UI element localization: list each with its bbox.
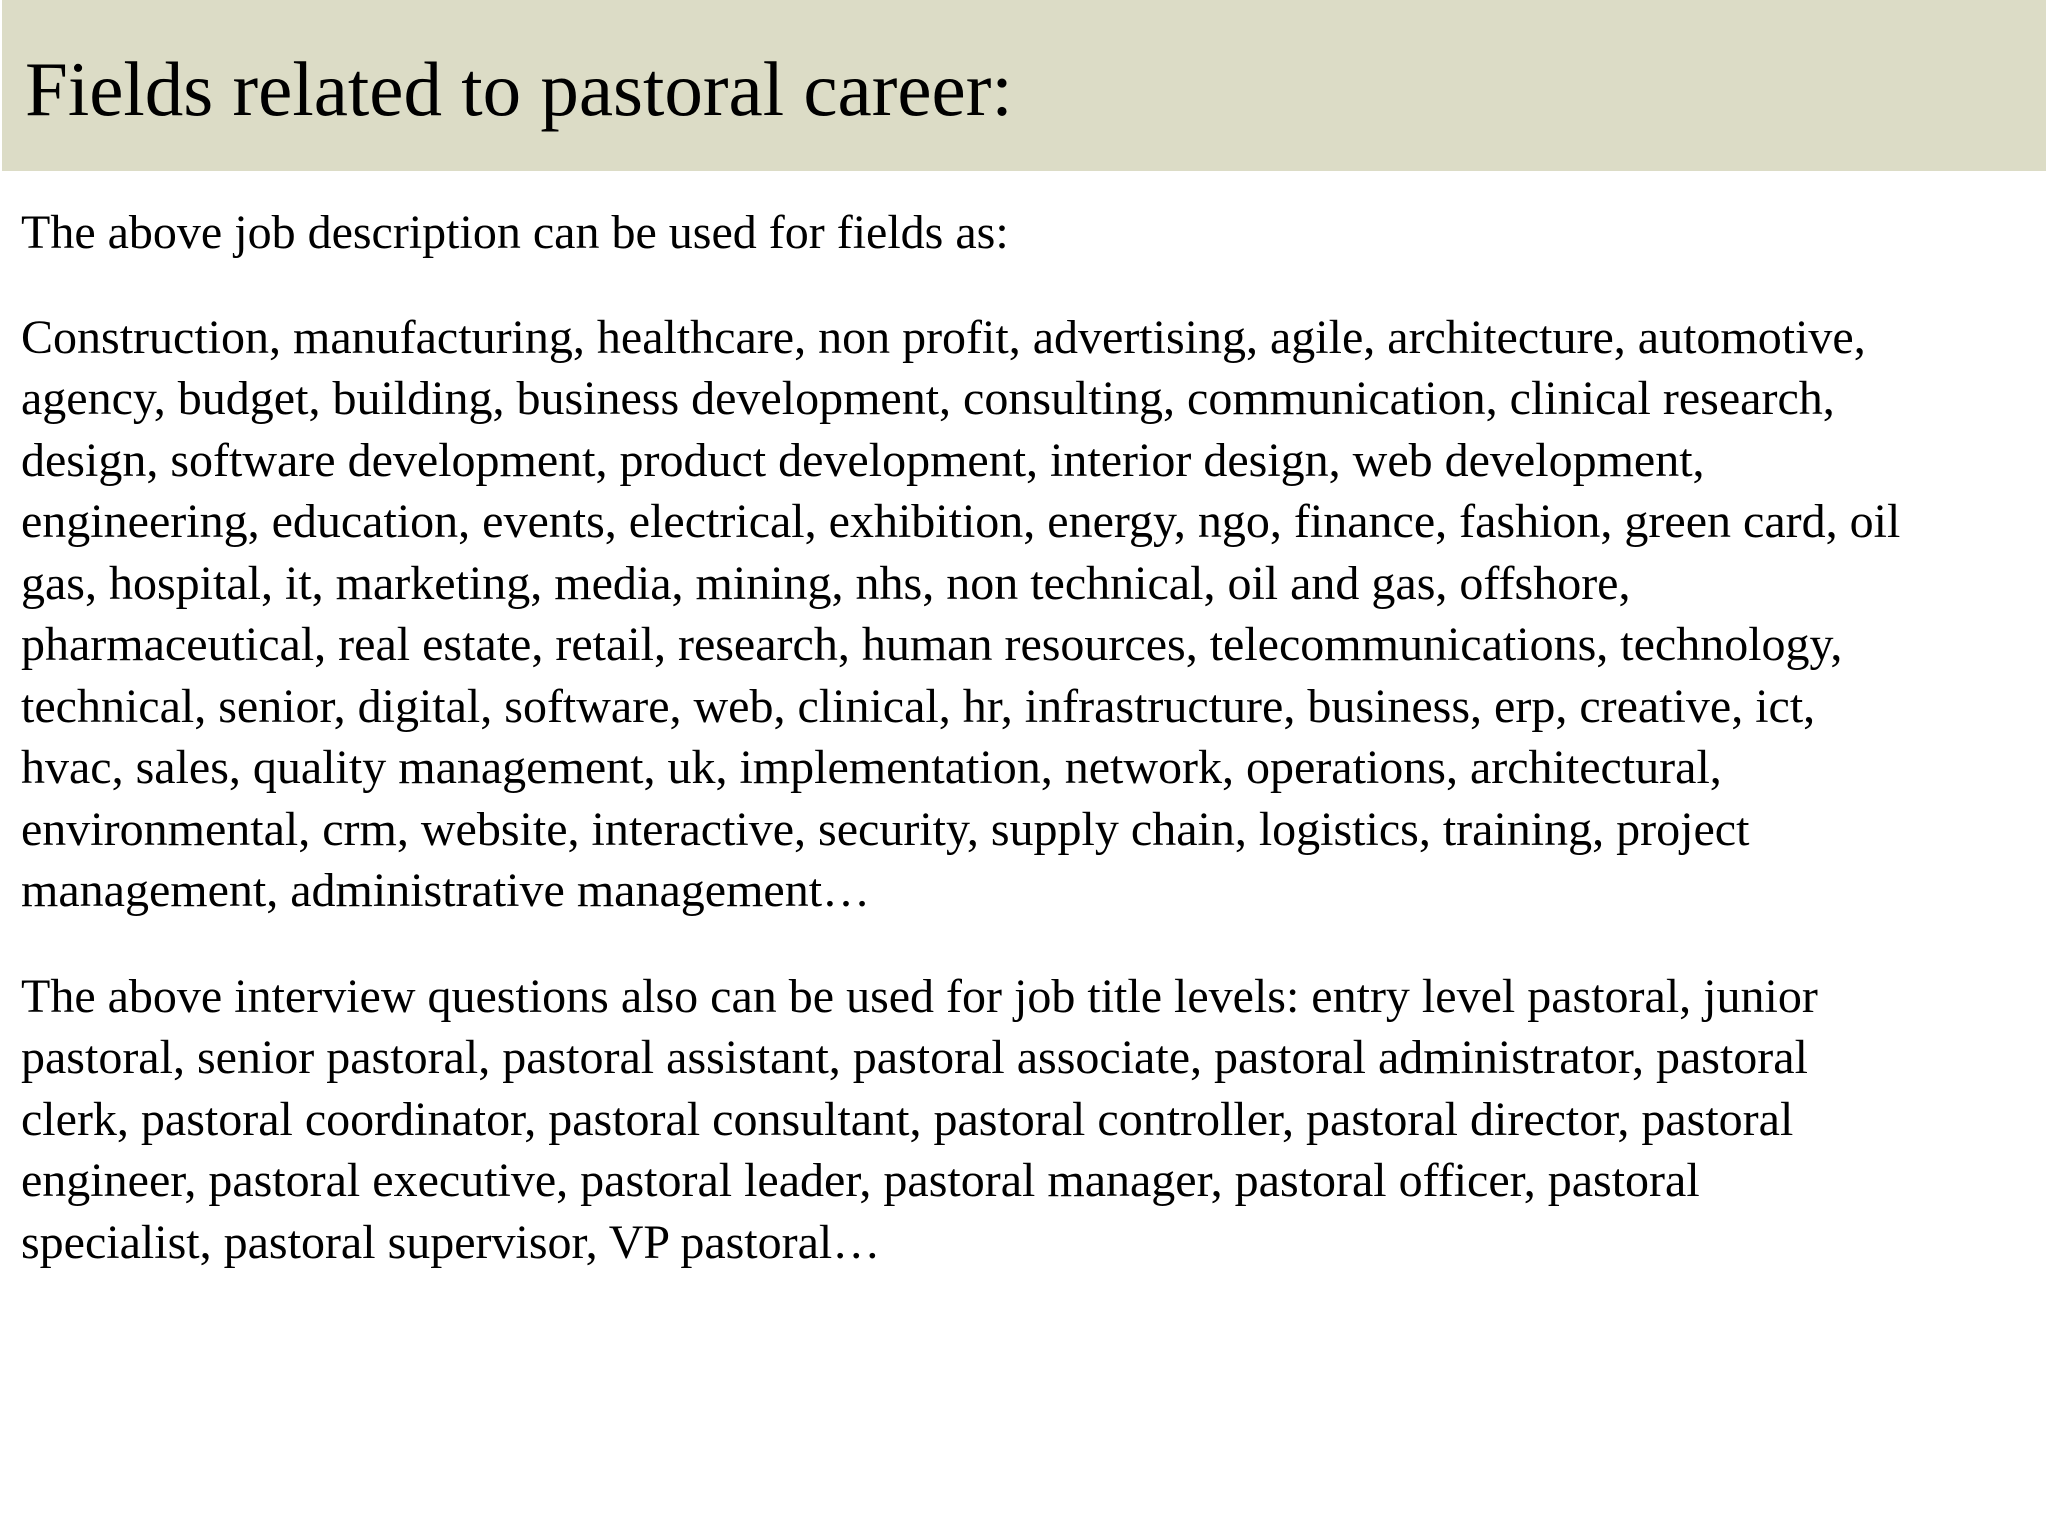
title-bar: [2, 0, 2046, 171]
fields-line: design, software development, product development, interior design, web development,: [21, 433, 1705, 487]
fields-line: engineering, education, events, electrical, exhibition, energy, ngo, finance, fashion, green card, oil: [21, 495, 1901, 548]
fields-line: pharmaceutical, real estate, retail, research, human resources, telecommunications, technology,: [21, 618, 1843, 671]
job-levels-paragraph: [21, 966, 2031, 1274]
slide-title: Fields related to pastoral career:: [25, 46, 1013, 132]
fields-line: Construction, manufacturing, healthcare, non profit, advertising, agile, architecture, automotive,: [21, 310, 1866, 364]
fields-line: environmental, crm, website, interactive, security, supply chain, logistics, training, project: [21, 802, 1750, 856]
fields-line: technical, senior, digital, software, web, clinical, hr, infrastructure, business, erp, creative, ict,: [21, 679, 1816, 733]
levels-line: pastoral, senior pastoral, pastoral assistant, pastoral associate, pastoral administrator, pastoral: [21, 1031, 1808, 1084]
intro-text: The above job description can be used for fields as:: [21, 206, 1009, 259]
fields-line: gas, hospital, it, marketing, media, mining, nhs, non technical, oil and gas, offshore,: [21, 556, 1631, 610]
fields-line: hvac, sales, quality management, uk, implementation, network, operations, architectural,: [21, 741, 1722, 794]
levels-line: engineer, pastoral executive, pastoral leader, pastoral manager, pastoral officer, pastoral: [21, 1154, 1700, 1207]
levels-line: clerk, pastoral coordinator, pastoral consultant, pastoral controller, pastoral director, pastoral: [21, 1092, 1794, 1146]
fields-line: agency, budget, building, business development, consulting, communication, clinical research,: [21, 372, 1835, 425]
fields-line: management, administrative management…: [21, 864, 871, 917]
levels-line: The above interview questions also can be used for job title levels: entry level pastoral, junior: [21, 969, 1818, 1023]
fields-paragraph: [21, 307, 2031, 922]
slide-body: [21, 202, 2031, 1273]
levels-line: specialist, pastoral supervisor, VP pastoral…: [21, 1215, 881, 1269]
